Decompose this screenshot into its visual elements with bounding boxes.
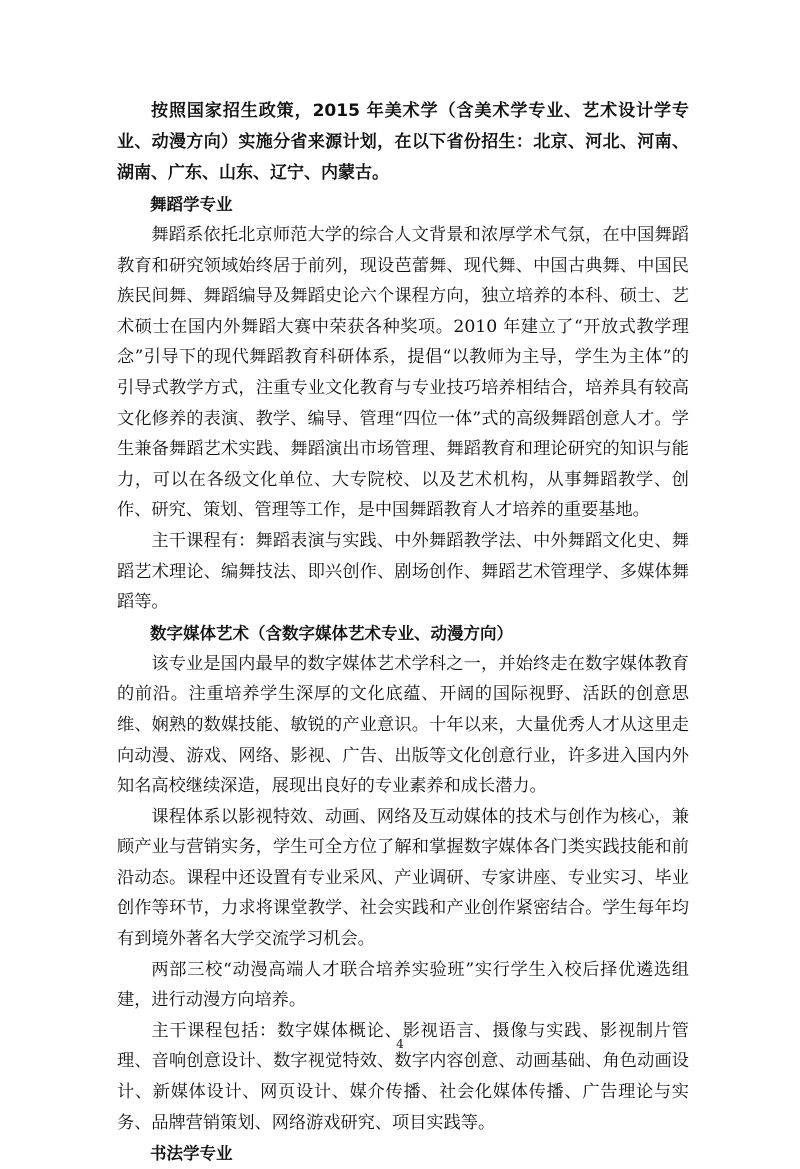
section-heading-dance: 舞蹈学专业 — [150, 195, 233, 214]
document-page — [117, 96, 689, 1169]
section-heading-calligraphy: 书法学专业 — [150, 1144, 233, 1164]
intro-paragraph: 按照国家招生政策，2015 年美术学（含美术学专业、艺术设计学专业、动漫方向）实施分省来源计划，在以下省份招生：北京、河北、河南、湖南、广东、山东、辽宁、内蒙古。 — [117, 101, 689, 183]
section-heading-digital-media: 数字媒体艺术（含数字媒体艺术专业、动漫方向） — [150, 623, 513, 643]
digital-media-paragraph-4: 主干课程包括：数字媒体概论、影视语言、摄像与实践、影视制片管理、音响创意设计、数字视觉特效、数字内容创意、动画基础、角色动画设计、新媒体设计、网页设计、媒介传播、社会化媒体传播、广告理论与实务、品牌营销策划、网络游戏研究、项目实践等。 — [117, 1020, 689, 1133]
digital-media-paragraph-2: 课程体系以影视特效、动画、网络及互动媒体的技术与创作为核心，兼顾产业与营销实务，学生可全方位了解和掌握数字媒体各门类实践技能和前沿动态。课程中还设置有专业采风、产业调研、专家讲座、专业实习、毕业创作等环节，力求将课堂教学、社会实践和产业创作紧密结合。学生每年均有到境外著名大学交流学习机会。 — [117, 806, 689, 950]
digital-media-paragraph-1: 该专业是国内最早的数字媒体艺术学科之一，并始终走在数字媒体教育的前沿。注重培养学生深厚的文化底蕴、开阔的国际视野、活跃的创意思维、娴熟的数媒技能、敏锐的产业意识。十年以来，大量优秀人才从这里走向动漫、游戏、网络、影视、广告、出版等文化创意行业，许多进入国内外知名高校继续深造，展现出良好的专业素养和成长潜力。 — [117, 653, 689, 797]
dance-paragraph-2: 主干课程有：舞蹈表演与实践、中外舞蹈教学法、中外舞蹈文化史、舞蹈艺术理论、编舞技法、即兴创作、剧场创作、舞蹈艺术管理学、多媒体舞蹈等。 — [117, 530, 689, 613]
dance-paragraph-1: 舞蹈系依托北京师范大学的综合人文背景和浓厚学术气氛，在中国舞蹈教育和研究领域始终居于前列，现设芭蕾舞、现代舞、中国古典舞、中国民族民间舞、舞蹈编导及舞蹈史论六个课程方向，独立培养的本科、硕士、艺术硕士在国内外舞蹈大赛中荣获各种奖项。2010 年建立了“开放式教学理念”引导下的现代舞蹈教育科研体系，提倡“以教师为主导，学生为主体”的引导式教学方式，注重专业文化教育与专业技巧培养相结合，培养具有较高文化修养的表演、教学、编导、管理“四位一体”式的高级舞蹈创意人才。学生兼备舞蹈艺术实践、舞蹈演出市场管理、舞蹈教育和理论研究的知识与能力，可以在各级文化单位、大专院校、以及艺术机构，从事舞蹈教学、创作、研究、策划、管理等工作，是中国舞蹈教育人才培养的重要基地。 — [117, 225, 689, 521]
page-number: 4 — [396, 1037, 404, 1051]
digital-media-paragraph-3: 两部三校“动漫高端人才联合培养实验班”实行学生入校后择优遴选组建，进行动漫方向培养。 — [117, 959, 689, 1011]
